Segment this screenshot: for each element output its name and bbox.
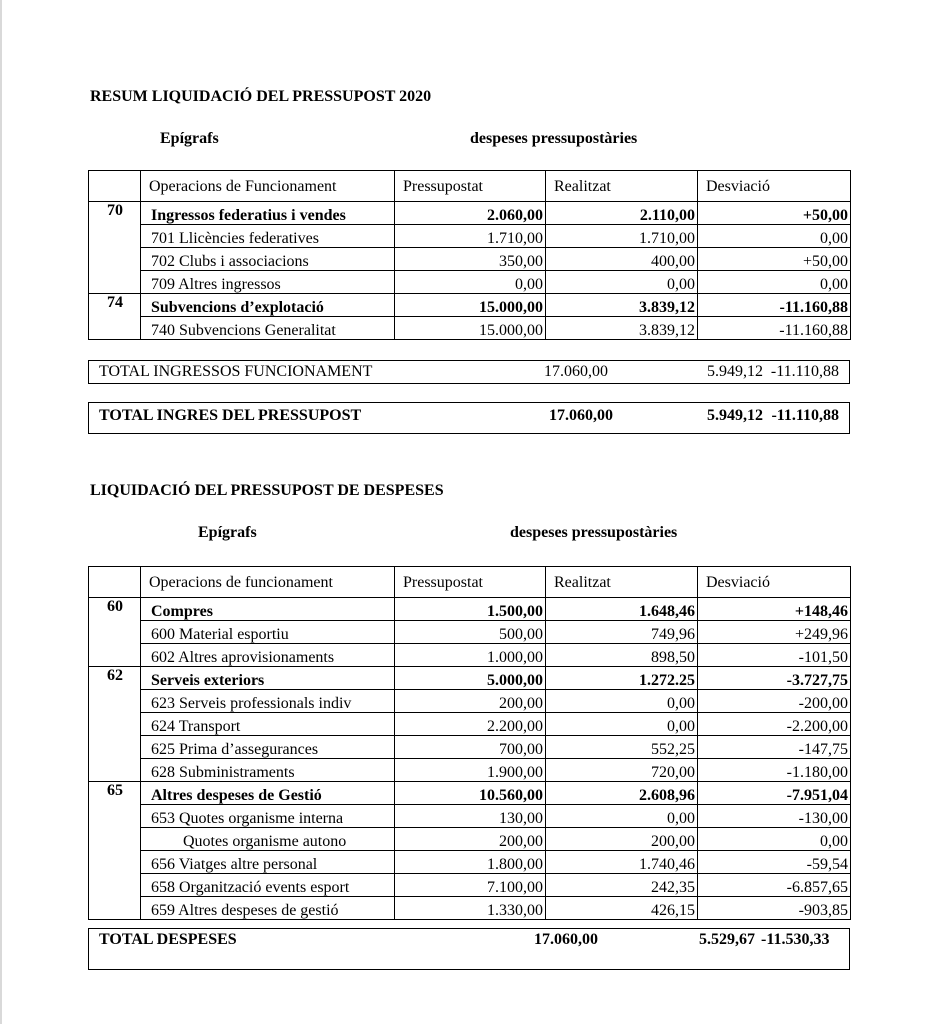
row-pressupostat: 200,00 [395, 690, 546, 713]
row-pressupostat: 130,00 [395, 805, 546, 828]
row-desviacio: -1.180,00 [698, 759, 851, 782]
table-row [89, 667, 851, 690]
table-row [89, 690, 851, 713]
table-row [89, 897, 851, 920]
row-realitzat: 400,00 [546, 248, 698, 271]
total-despeses-desviacio: -11.530,33 [761, 931, 830, 948]
account-code: 60 [89, 598, 141, 667]
row-pressupostat: 1.710,00 [395, 225, 546, 248]
table-row [89, 202, 851, 225]
row-pressupostat: 10.560,00 [395, 782, 546, 805]
total-pressupost-desviacio: -11.110,88 [771, 407, 839, 424]
expenses-budget-label: despeses pressupostàries [510, 524, 678, 541]
table-row [89, 828, 851, 851]
row-realitzat: 552,25 [546, 736, 698, 759]
column-header: Desviació [698, 567, 851, 598]
row-description: Quotes organisme autono [141, 828, 395, 851]
row-pressupostat: 7.100,00 [395, 874, 546, 897]
total-ingressos-funcionament [88, 360, 850, 384]
row-pressupostat: 2.200,00 [395, 713, 546, 736]
row-desviacio: -200,00 [698, 690, 851, 713]
total-funcionament-desviacio: -11.110,88 [770, 363, 839, 380]
income-heading: RESUM LIQUIDACIÓ DEL PRESSUPOST 2020 [90, 88, 432, 105]
row-realitzat: 2.608,96 [546, 782, 698, 805]
row-desviacio: 0,00 [698, 271, 851, 294]
row-description: Compres [141, 598, 395, 621]
row-desviacio: -903,85 [698, 897, 851, 920]
row-realitzat: 0,00 [546, 805, 698, 828]
row-description: 701 Llicències federatives [141, 225, 395, 248]
row-realitzat: 0,00 [546, 713, 698, 736]
row-pressupostat: 500,00 [395, 621, 546, 644]
total-ingres-pressupost [88, 402, 850, 434]
total-pressupost-pressupostat: 17.060,00 [549, 407, 613, 424]
row-realitzat: 720,00 [546, 759, 698, 782]
total-funcionament-label: TOTAL INGRESSOS FUNCIONAMENT [99, 363, 373, 380]
column-header: Pressupostat [395, 171, 546, 202]
total-funcionament-realitzat: 5.949,12 [707, 363, 763, 380]
table-row [89, 713, 851, 736]
row-realitzat: 426,15 [546, 897, 698, 920]
row-description: 740 Subvencions Generalitat [141, 317, 395, 340]
income-table [88, 170, 851, 340]
row-description: 600 Material esportiu [141, 621, 395, 644]
row-realitzat: 200,00 [546, 828, 698, 851]
row-description: Ingressos federatius i vendes [141, 202, 395, 225]
table-row [89, 644, 851, 667]
total-despeses-realitzat: 5.529,67 [699, 931, 755, 948]
row-realitzat: 2.110,00 [546, 202, 698, 225]
row-pressupostat: 1.330,00 [395, 897, 546, 920]
row-pressupostat: 15.000,00 [395, 294, 546, 317]
row-description: 623 Serveis professionals indiv [141, 690, 395, 713]
column-header: Realitzat [546, 171, 698, 202]
row-pressupostat: 2.060,00 [395, 202, 546, 225]
table-row [89, 805, 851, 828]
row-desviacio: +249,96 [698, 621, 851, 644]
row-description: Altres despeses de Gestió [141, 782, 395, 805]
row-desviacio: -59,54 [698, 851, 851, 874]
row-desviacio: +148,46 [698, 598, 851, 621]
table-row [89, 248, 851, 271]
row-pressupostat: 200,00 [395, 828, 546, 851]
total-despeses [88, 928, 850, 970]
row-description: 624 Transport [141, 713, 395, 736]
row-description: 656 Viatges altre personal [141, 851, 395, 874]
row-description: Subvencions d’explotació [141, 294, 395, 317]
row-description: 702 Clubs i associacions [141, 248, 395, 271]
total-despeses-pressupostat: 17.060,00 [534, 931, 598, 948]
table-row [89, 759, 851, 782]
row-realitzat: 1.710,00 [546, 225, 698, 248]
table-row [89, 736, 851, 759]
row-realitzat: 3.839,12 [546, 317, 698, 340]
row-desviacio: 0,00 [698, 225, 851, 248]
column-header: Operacions de Funcionament [141, 171, 395, 202]
row-realitzat: 0,00 [546, 690, 698, 713]
table-row [89, 294, 851, 317]
row-pressupostat: 700,00 [395, 736, 546, 759]
account-code: 62 [89, 667, 141, 782]
account-code: 70 [89, 202, 141, 294]
table-row [89, 225, 851, 248]
row-desviacio: -3.727,75 [698, 667, 851, 690]
income-budget-label: despeses pressupostàries [470, 130, 638, 147]
row-desviacio: -130,00 [698, 805, 851, 828]
table-row [89, 598, 851, 621]
row-realitzat: 3.839,12 [546, 294, 698, 317]
column-header: Operacions de funcionament [141, 567, 395, 598]
table-header-row [89, 171, 851, 202]
header-code-cell [89, 567, 141, 598]
table-row [89, 317, 851, 340]
row-desviacio: -11.160,88 [698, 317, 851, 340]
table-row [89, 271, 851, 294]
expenses-table [88, 566, 851, 920]
table-row [89, 851, 851, 874]
row-description: 625 Prima d’assegurances [141, 736, 395, 759]
row-pressupostat: 0,00 [395, 271, 546, 294]
row-realitzat: 749,96 [546, 621, 698, 644]
column-header: Realitzat [546, 567, 698, 598]
table-row [89, 621, 851, 644]
row-description: Serveis exteriors [141, 667, 395, 690]
expenses-epigraf-label: Epígrafs [198, 524, 257, 541]
row-realitzat: 1.648,46 [546, 598, 698, 621]
total-pressupost-label: TOTAL INGRES DEL PRESSUPOST [99, 407, 362, 424]
row-desviacio: -147,75 [698, 736, 851, 759]
column-header: Pressupostat [395, 567, 546, 598]
column-header: Desviació [698, 171, 851, 202]
row-pressupostat: 15.000,00 [395, 317, 546, 340]
row-desviacio: -7.951,04 [698, 782, 851, 805]
row-desviacio: -101,50 [698, 644, 851, 667]
page-edge [0, 0, 2, 1024]
row-desviacio: 0,00 [698, 828, 851, 851]
total-pressupost-realitzat: 5.949,12 [707, 407, 763, 424]
table-row [89, 782, 851, 805]
row-pressupostat: 1.000,00 [395, 644, 546, 667]
account-code: 74 [89, 294, 141, 340]
row-description: 628 Subministraments [141, 759, 395, 782]
row-pressupostat: 1.500,00 [395, 598, 546, 621]
row-description: 709 Altres ingressos [141, 271, 395, 294]
expenses-heading: LIQUIDACIÓ DEL PRESSUPOST DE DESPESES [90, 482, 444, 499]
row-desviacio: +50,00 [698, 202, 851, 225]
row-pressupostat: 350,00 [395, 248, 546, 271]
row-description: 653 Quotes organisme interna [141, 805, 395, 828]
total-despeses-label: TOTAL DESPESES [99, 931, 237, 948]
row-description: 659 Altres despeses de gestió [141, 897, 395, 920]
row-pressupostat: 1.800,00 [395, 851, 546, 874]
account-code: 65 [89, 782, 141, 920]
row-desviacio: -6.857,65 [698, 874, 851, 897]
row-desviacio: +50,00 [698, 248, 851, 271]
row-desviacio: -11.160,88 [698, 294, 851, 317]
row-pressupostat: 5.000,00 [395, 667, 546, 690]
row-realitzat: 0,00 [546, 271, 698, 294]
header-code-cell [89, 171, 141, 202]
row-desviacio: -2.200,00 [698, 713, 851, 736]
total-funcionament-pressupostat: 17.060,00 [544, 363, 608, 380]
row-pressupostat: 1.900,00 [395, 759, 546, 782]
table-header-row [89, 567, 851, 598]
row-realitzat: 1.740,46 [546, 851, 698, 874]
row-realitzat: 1.272.25 [546, 667, 698, 690]
row-realitzat: 898,50 [546, 644, 698, 667]
row-description: 658 Organització events esport [141, 874, 395, 897]
table-row [89, 874, 851, 897]
row-realitzat: 242,35 [546, 874, 698, 897]
row-description: 602 Altres aprovisionaments [141, 644, 395, 667]
income-epigraf-label: Epígrafs [160, 130, 219, 147]
